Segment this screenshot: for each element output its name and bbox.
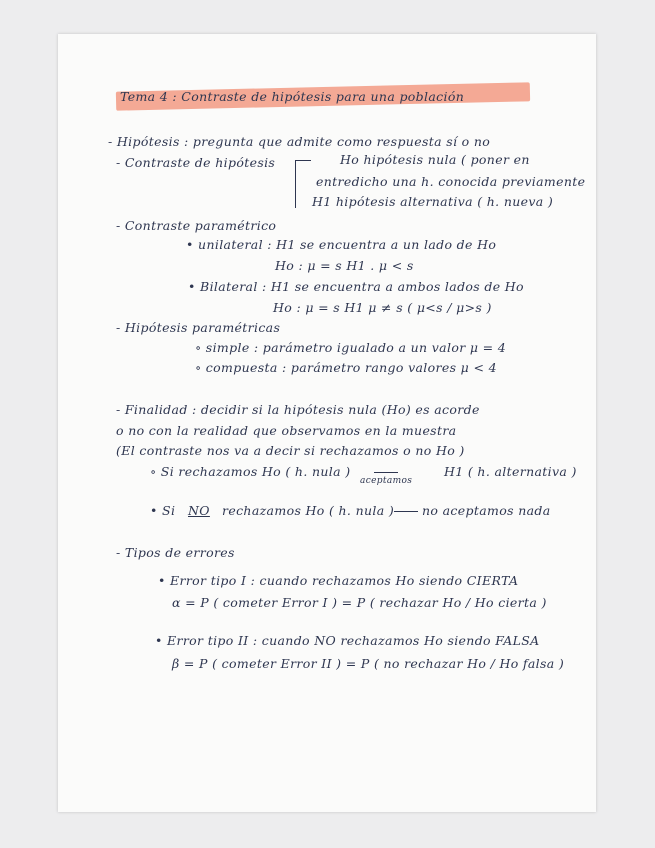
note-line-unilateral-formula: Ho : μ = s H1 . μ < s xyxy=(275,258,414,273)
note-line-h0-def: Ho hipótesis nula ( poner en xyxy=(340,152,530,167)
note-line-si-no-rechazamos: rechazamos Ho ( h. nula ) xyxy=(222,503,395,518)
note-line-si-no-prefix: • Si xyxy=(150,503,176,518)
note-line-h1-def: H1 hipótesis alternativa ( h. nueva ) xyxy=(312,194,554,209)
note-line-error-tipo-2: • Error tipo II : cuando NO rechazamos Ho siendo FALSA xyxy=(155,633,540,648)
note-line-si-rechazamos: ∘ Si rechazamos Ho ( h. nula ) xyxy=(150,464,351,479)
note-line-contraste: - Contraste de hipótesis xyxy=(116,155,276,170)
note-line-compuesta: ∘ compuesta : parámetro rango valores μ < 4 xyxy=(195,360,497,375)
note-line-alternativa: H1 ( h. alternativa ) xyxy=(444,464,577,479)
page-title: Tema 4 : Contraste de hipótesis para una población xyxy=(120,89,465,104)
note-line-error-tipo-1: • Error tipo I : cuando rechazamos Ho siendo CIERTA xyxy=(158,573,519,588)
note-line-alpha: α = P ( cometer Error I ) = P ( rechazar Ho / Ho cierta ) xyxy=(172,595,547,610)
note-line-unilateral: • unilateral : H1 se encuentra a un lado de Ho xyxy=(186,237,497,252)
note-line-h0-def-cont: entredicho una h. conocida previamente xyxy=(316,174,586,189)
note-line-parametrico: - Contraste paramétrico xyxy=(116,218,277,233)
note-line-finalidad-cont: o no con la realidad que observamos en la muestra xyxy=(116,423,457,438)
note-line-no-aceptamos: no aceptamos nada xyxy=(422,503,551,518)
note-line-tipos-errores: - Tipos de errores xyxy=(116,545,235,560)
note-line-si-no-underlined: NO xyxy=(188,503,210,518)
bracket-mark xyxy=(295,160,311,208)
note-line-beta: β = P ( cometer Error II ) = P ( no rechazar Ho / Ho falsa ) xyxy=(172,656,565,671)
note-line-finalidad: - Finalidad : decidir si la hipótesis nula (Ho) es acorde xyxy=(116,402,480,417)
note-line-simple: ∘ simple : parámetro igualado a un valor μ = 4 xyxy=(195,340,507,355)
arrow-mark xyxy=(374,472,398,473)
note-line-bilateral: • Bilateral : H1 se encuentra a ambos lados de Ho xyxy=(188,279,524,294)
note-line-bilateral-formula: Ho : μ = s H1 μ ≠ s ( μ<s / μ>s ) xyxy=(273,300,492,315)
note-line-hipotesis: - Hipótesis : pregunta que admite como respuesta sí o no xyxy=(108,134,491,149)
note-line-aceptamos: aceptamos xyxy=(360,476,413,486)
arrow-mark xyxy=(394,511,418,512)
note-line-finalidad-nota: (El contraste nos va a decir si rechazamos o no Ho ) xyxy=(116,443,465,458)
note-line-parametricas: - Hipótesis paramétricas xyxy=(116,320,281,335)
